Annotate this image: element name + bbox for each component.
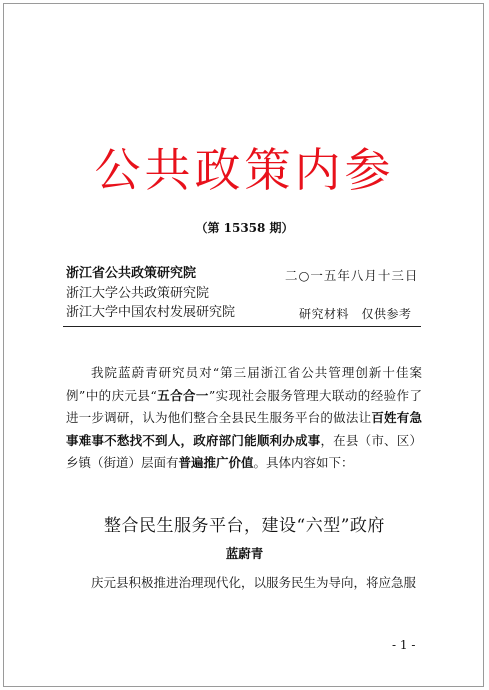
- header-divider: [63, 326, 421, 327]
- article-title: 整合民生服务平台，建设“六型”政府: [104, 516, 385, 536]
- intro-text-3: ，在县（市、区）乡镇（街道）层面有: [66, 432, 422, 470]
- document-title: 公共政策内参: [94, 143, 395, 197]
- intro-text-2: ”实现社会服务管理大联动的经验作了进一步调研，认为他们整合全县民生服务平台的做法让: [66, 387, 422, 425]
- issue-number: （第 15358 期）: [195, 221, 294, 235]
- intro-emphasis-1: 五合合一: [156, 387, 209, 403]
- intro-text-4: 。具体内容如下：: [253, 455, 354, 470]
- intro-paragraph: [66, 362, 422, 475]
- intro-text-1: 我院蓝蔚青研究员对“第三届浙江省公共管理创新十佳案例”中的庆元县“: [66, 365, 422, 403]
- issue-date: 二○一五年八月十三日: [285, 268, 419, 283]
- page-number: - 1 -: [392, 638, 416, 652]
- usage-note: 研究材料 仅供参考: [299, 307, 412, 321]
- publisher-1: 浙江省公共政策研究院: [66, 266, 197, 281]
- article-body: 庆元县积极推进治理现代化，以服务民生为导向，将应急服: [91, 575, 417, 590]
- publisher-2: 浙江大学公共政策研究院: [66, 286, 210, 301]
- intro-emphasis-3: 普遍推广价值: [178, 455, 254, 470]
- publisher-3: 浙江大学中国农村发展研究院: [66, 305, 236, 320]
- article-author: 蓝蔚青: [225, 546, 264, 561]
- intro-emphasis-2: 百姓有急事难事不愁找不到人，政府部门能顺利办成事: [66, 410, 422, 448]
